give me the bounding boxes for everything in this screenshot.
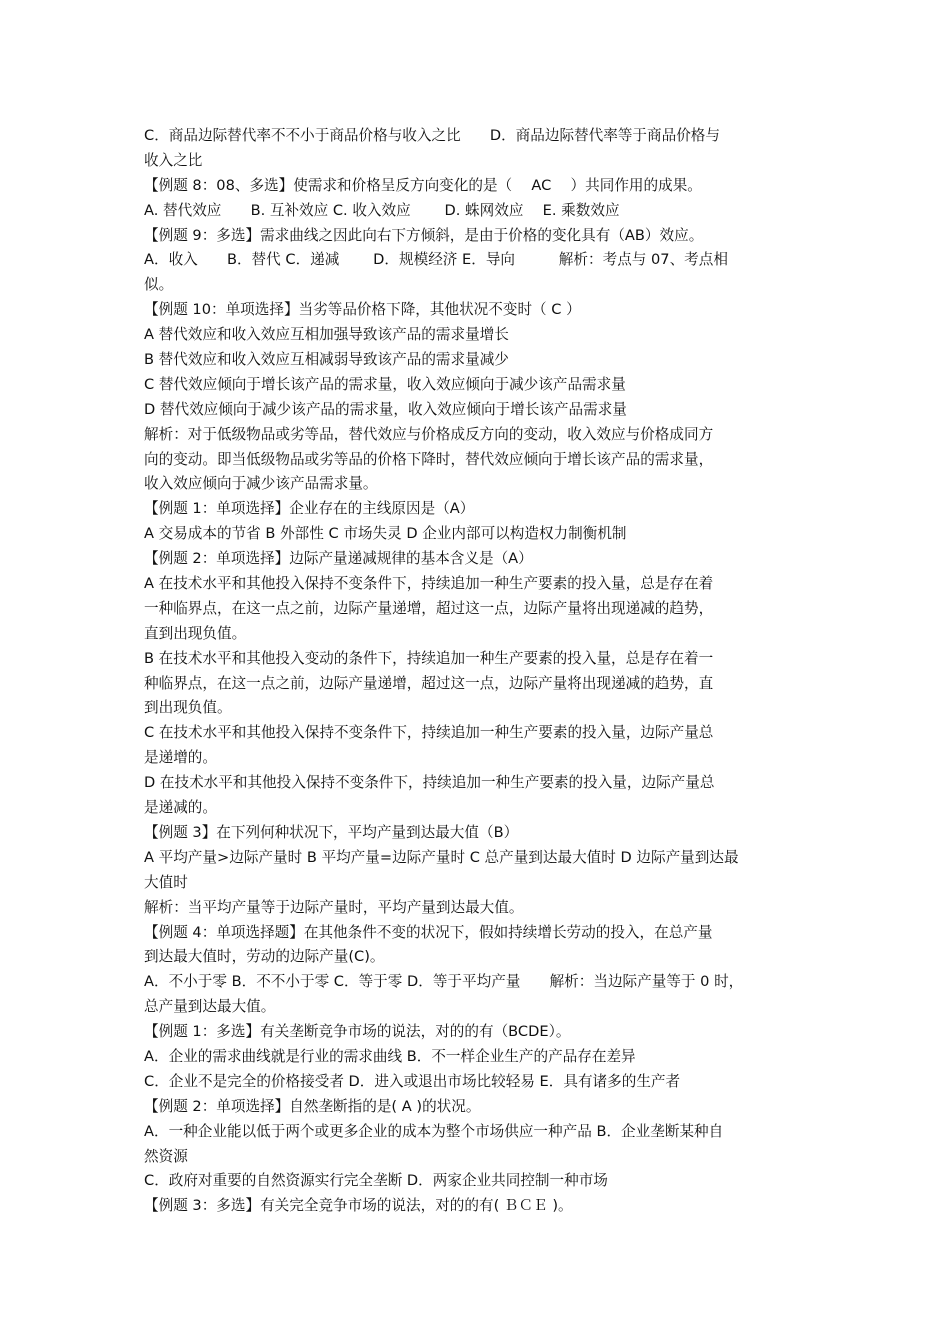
- text-line: 【例题 3：多选】有关完全竞争市场的说法，对的的有( ＢＣＥ )。: [144, 1197, 573, 1215]
- text-line: 【例题 8：08、多选】使需求和价格呈反方向变化的是（ AC ）共同作用的成果。: [144, 176, 702, 194]
- text-line: 然资源: [144, 1147, 188, 1165]
- text-line: 是递增的。: [144, 749, 217, 767]
- text-line: A．企业的需求曲线就是行业的需求曲线 B．不一样企业生产的产品存在差异: [144, 1047, 636, 1065]
- text-line: 收入效应倾向于减少该产品需求量。: [144, 475, 378, 493]
- text-line: 【例题 1：单项选择】企业存在的主线原因是（A）: [144, 500, 475, 518]
- text-line: C．政府对重要的自然资源实行完全垄断 D．两家企业共同控制一种市场: [144, 1172, 608, 1190]
- text-line: 一种临界点，在这一点之前，边际产量递增，超过这一点，边际产量将出现递减的趋势，: [144, 599, 714, 617]
- text-line: 【例题 2：单项选择】边际产量递减规律的基本含义是（A）: [144, 550, 533, 568]
- text-line: 【例题 4：单项选择题】在其他条件不变的状况下，假如持续增长劳动的投入，在总产量: [144, 923, 713, 941]
- text-line: C．商品边际替代率不不小于商品价格与收入之比 D．商品边际替代率等于商品价格与: [144, 127, 720, 144]
- text-line: A．收入 B．替代 C．递减 D．规模经济 E．导向 解析：考点与 07、考点相: [144, 251, 728, 269]
- text-line: B 替代效应和收入效应互相减弱导致该产品的需求量减少: [144, 351, 509, 369]
- text-line: C 在技术水平和其他投入保持不变条件下，持续追加一种生产要素的投入量，边际产量总: [144, 724, 714, 742]
- text-line: 是递减的。: [144, 799, 217, 817]
- text-line: 收入之比: [144, 151, 203, 169]
- text-line: A 替代效应和收入效应互相加强导致该产品的需求量增长: [144, 326, 509, 344]
- text-line: 种临界点，在这一点之前，边际产量递增，超过这一点，边际产量将出现递减的趋势，直: [144, 674, 714, 692]
- text-line: C 替代效应倾向于增长该产品的需求量，收入效应倾向于减少该产品需求量: [144, 375, 626, 393]
- text-line: 【例题 2：单项选择】自然垄断指的是( A )的状况。: [144, 1097, 481, 1115]
- text-line: A 平均产量>边际产量时 B 平均产量=边际产量时 C 总产量到达最大值时 D 边际产量到达最: [144, 848, 739, 866]
- text-line: 【例题 3】在下列何种状况下，平均产量到达最大值（B）: [144, 823, 519, 841]
- document-body: [144, 124, 820, 1219]
- text-line: A．不小于零 B．不不小于零 C．等于零 D．等于平均产量 解析：当边际产量等于 0 时，: [144, 973, 744, 991]
- text-line: 解析：对于低级物品或劣等品，替代效应与价格成反方向的变动，收入效应与价格成同方: [144, 425, 714, 443]
- text-line: A 交易成本的节省 B 外部性 C 市场失灵 D 企业内部可以构造权力制衡机制: [144, 525, 627, 543]
- text-line: 似。: [144, 276, 174, 294]
- text-line: A．一种企业能以低于两个或更多企业的成本为整个市场供应一种产品 B．企业垄断某种自: [144, 1122, 724, 1140]
- text-line: C．企业不是完全的价格接受者 D．进入或退出市场比较轻易 E．具有诸多的生产者: [144, 1072, 681, 1090]
- text-line: 【例题 9：多选】需求曲线之因此向右下方倾斜，是由于价格的变化具有（AB）效应。: [144, 226, 704, 244]
- text-line: 到出现负值。: [144, 699, 232, 717]
- text-line: D 替代效应倾向于减少该产品的需求量，收入效应倾向于增长该产品需求量: [144, 400, 627, 418]
- text-line: A 在技术水平和其他投入保持不变条件下，持续追加一种生产要素的投入量，总是存在着: [144, 575, 714, 593]
- text-line: 向的变动。即当低级物品或劣等品的价格下降时，替代效应倾向于增长该产品的需求量，: [144, 450, 714, 468]
- text-line: 【例题 1：多选】有关垄断竞争市场的说法，对的的有（BCDE）。: [144, 1023, 571, 1041]
- text-line: 大值时: [144, 873, 188, 891]
- text-line: A. 替代效应 B. 互补效应 C. 收入效应 D. 蛛网效应 E. 乘数效应: [144, 201, 620, 219]
- text-line: D 在技术水平和其他投入保持不变条件下，持续追加一种生产要素的投入量，边际产量总: [144, 774, 715, 792]
- text-line: 解析：当平均产量等于边际产量时，平均产量到达最大值。: [144, 898, 524, 916]
- text-line: 到达最大值时，劳动的边际产量(C)。: [144, 948, 385, 966]
- text-line: 总产量到达最大值。: [144, 998, 276, 1016]
- text-line: B 在技术水平和其他投入变动的条件下，持续追加一种生产要素的投入量，总是存在着一: [144, 649, 714, 667]
- text-line: 直到出现负值。: [144, 624, 247, 642]
- text-line: 【例题 10：单项选择】当劣等品价格下降，其他状况不变时（ C ）: [144, 301, 581, 319]
